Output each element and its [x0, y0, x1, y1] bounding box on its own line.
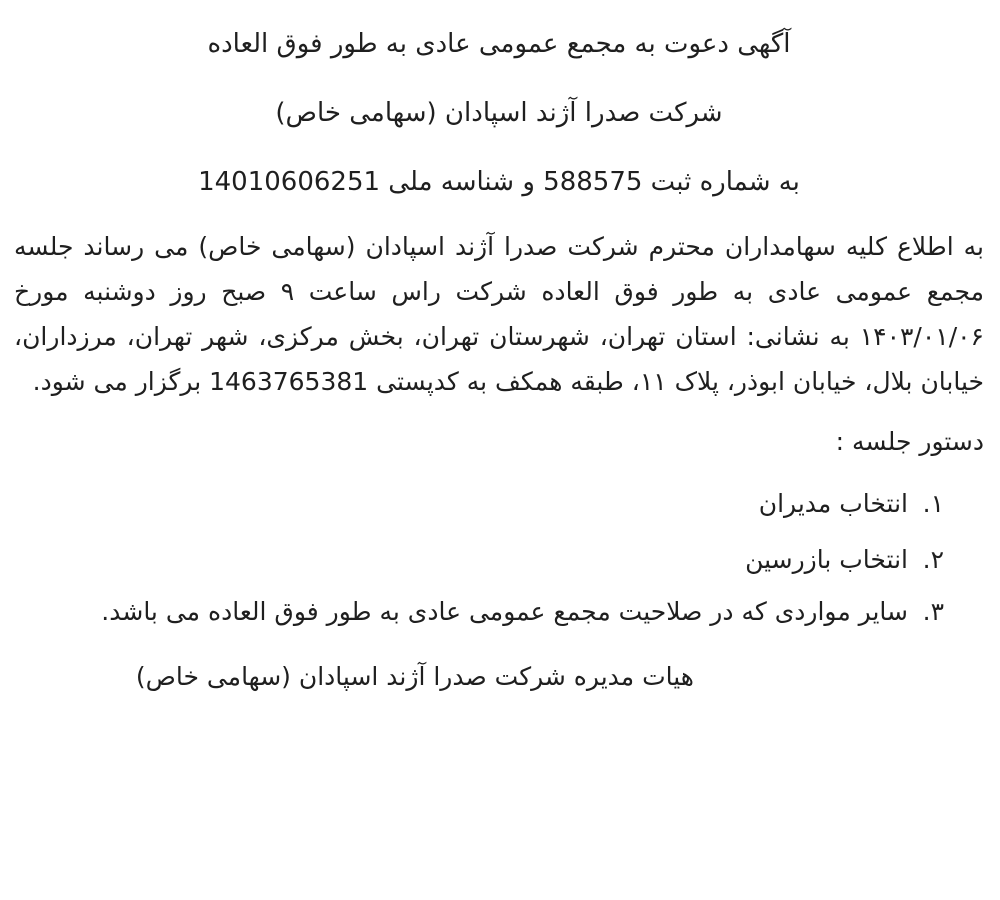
- company-name: شرکت صدرا آژند اسپادان (سهامی خاص): [275, 98, 723, 128]
- agenda-item: [54, 532, 944, 588]
- agenda-item-number: ۱.: [922, 489, 944, 518]
- agenda-item: [54, 588, 944, 636]
- agenda-item-text: انتخاب مدیران: [758, 489, 908, 518]
- agenda-item-number: ۲.: [922, 545, 944, 574]
- invitation-paragraph: به اطلاع کلیه سهامداران محترم شرکت صدرا آژند اسپادان (سهامی خاص) می رساند جلسه مجمع عمومی عادی به طور فوق العاده شرکت راس ساعت ۹ صبح روز دوشنبه مورخ ۱۴۰۳/۰۱/۰۶ به نشانی: استان تهران، شهرستان تهران، بخش مرکزی، شهر تهران، مرزداران، خیابان بلال، خیابان ابوذر، پلاک ۱۱، طبقه همکف به کدپستی 1463765381 برگزار می شود.: [14, 232, 984, 396]
- agenda-item: [54, 476, 944, 532]
- agenda-item-text: انتخاب بازرسین: [745, 545, 908, 574]
- agenda-item-number: ۳.: [922, 597, 944, 626]
- agenda-title: دستور جلسه :: [835, 427, 984, 456]
- notice-title: آگهی دعوت به مجمع عمومی عادی به طور فوق العاده: [207, 29, 791, 59]
- board-signature: هیات مدیره شرکت صدرا آژند اسپادان (سهامی خاص): [135, 662, 694, 691]
- notice-header: [14, 0, 984, 204]
- agenda-list: [14, 476, 984, 636]
- registration-info: به شماره ثبت 588575 و شناسه ملی 14010606251: [198, 167, 800, 197]
- agenda-item-text: سایر مواردی که در صلاحیت مجمع عمومی عادی به طور فوق العاده می باشد.: [101, 597, 908, 626]
